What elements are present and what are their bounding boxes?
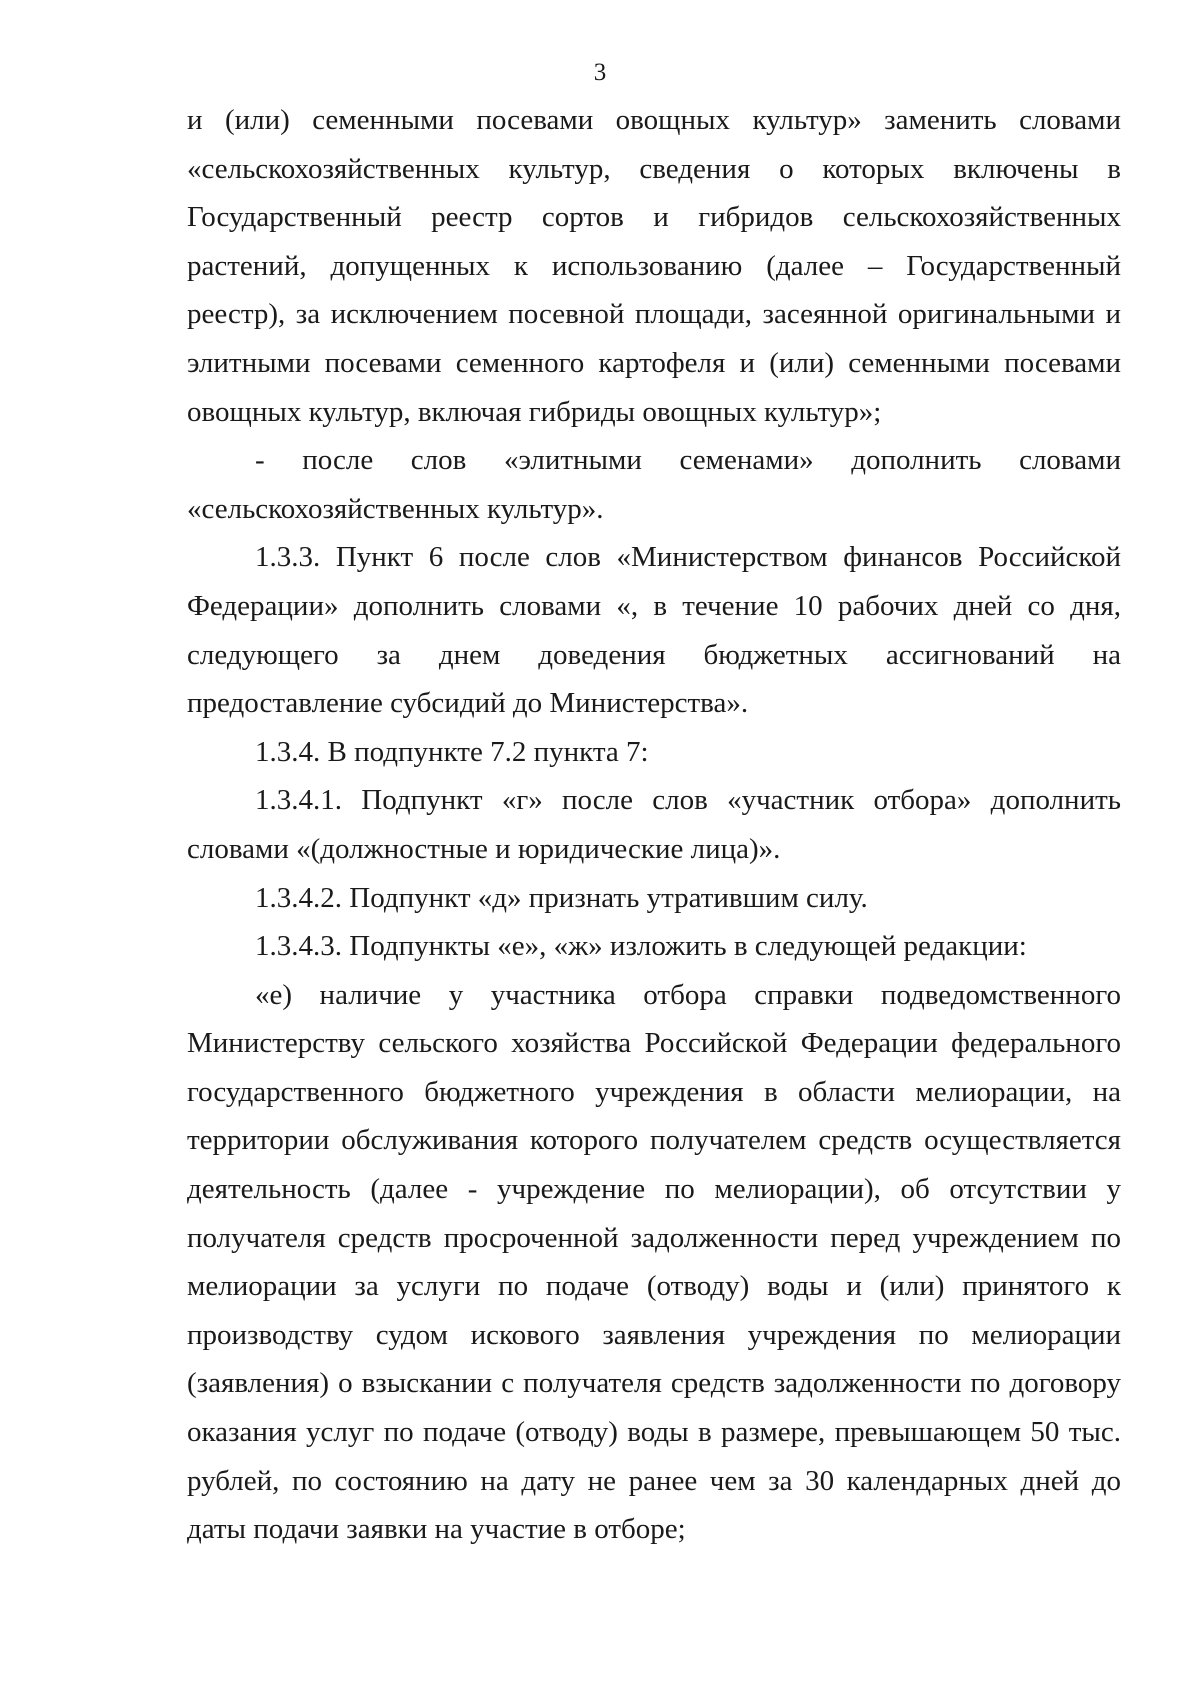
paragraph-subitem-e: «е) наличие у участника отбора справки подведомственного Министерству сельского хозяйства Российской Федерации федерального государственного бюджетного учреждения в области мелиорации, на территории обслуживания которого получателем средств осуществляется деятельность (далее - учреждение по мелиорации), об отсутствии у получателя средств просроченной задолженности перед учреждением по мелиорации за услуги по подаче (отводу) воды и (или) принятого к производству судом искового заявления учреждения по мелиорации (заявления) о взыскании с получателя средств задолженности по договору оказания услуг по подаче (отводу) воды в размере, превышающем 50 тыс. рублей, по состоянию на дату не ранее чем за 30 календарных дней до даты подачи заявки на участие в отборе; xyxy=(187,978,1121,1546)
paragraph-1-3-4-2: 1.3.4.2. Подпункт «д» признать утратившим силу. xyxy=(255,881,868,914)
paragraph-1-3-3: 1.3.3. Пункт 6 после слов «Министерством финансов Российской Федерации» дополнить словами «, в течение 10 рабочих дней со дня, следующего за днем доведения бюджетных ассигнований на предоставление субсидий до Министерства». xyxy=(187,541,1121,720)
paragraph-1-3-4-1: 1.3.4.1. Подпункт «г» после слов «участник отбора» дополнить словами «(должностные и юридические лица)». xyxy=(187,784,1121,865)
document-body xyxy=(187,96,1121,1554)
page-number: 3 xyxy=(593,59,607,86)
paragraph-dash-item: - после слов «элитными семенами» дополнить словами «сельскохозяйственных культур». xyxy=(187,444,1121,525)
paragraph-1-3-4-3: 1.3.4.3. Подпункты «е», «ж» изложить в следующей редакции: xyxy=(255,930,1027,963)
paragraph-amendment-continuation: и (или) семенными посевами овощных культур» заменить словами «сельскохозяйственных культур, сведения о которых включены в Государственный реестр сортов и гибридов сельскохозяйственных растений, допущенных к использованию (далее – Государственный реестр), за исключением посевной площади, засеянной оригинальными и элитными посевами семенного картофеля и (или) семенными посевами овощных культур, включая гибриды овощных культур»; xyxy=(187,104,1121,428)
paragraph-1-3-4: 1.3.4. В подпункте 7.2 пункта 7: xyxy=(255,735,649,768)
